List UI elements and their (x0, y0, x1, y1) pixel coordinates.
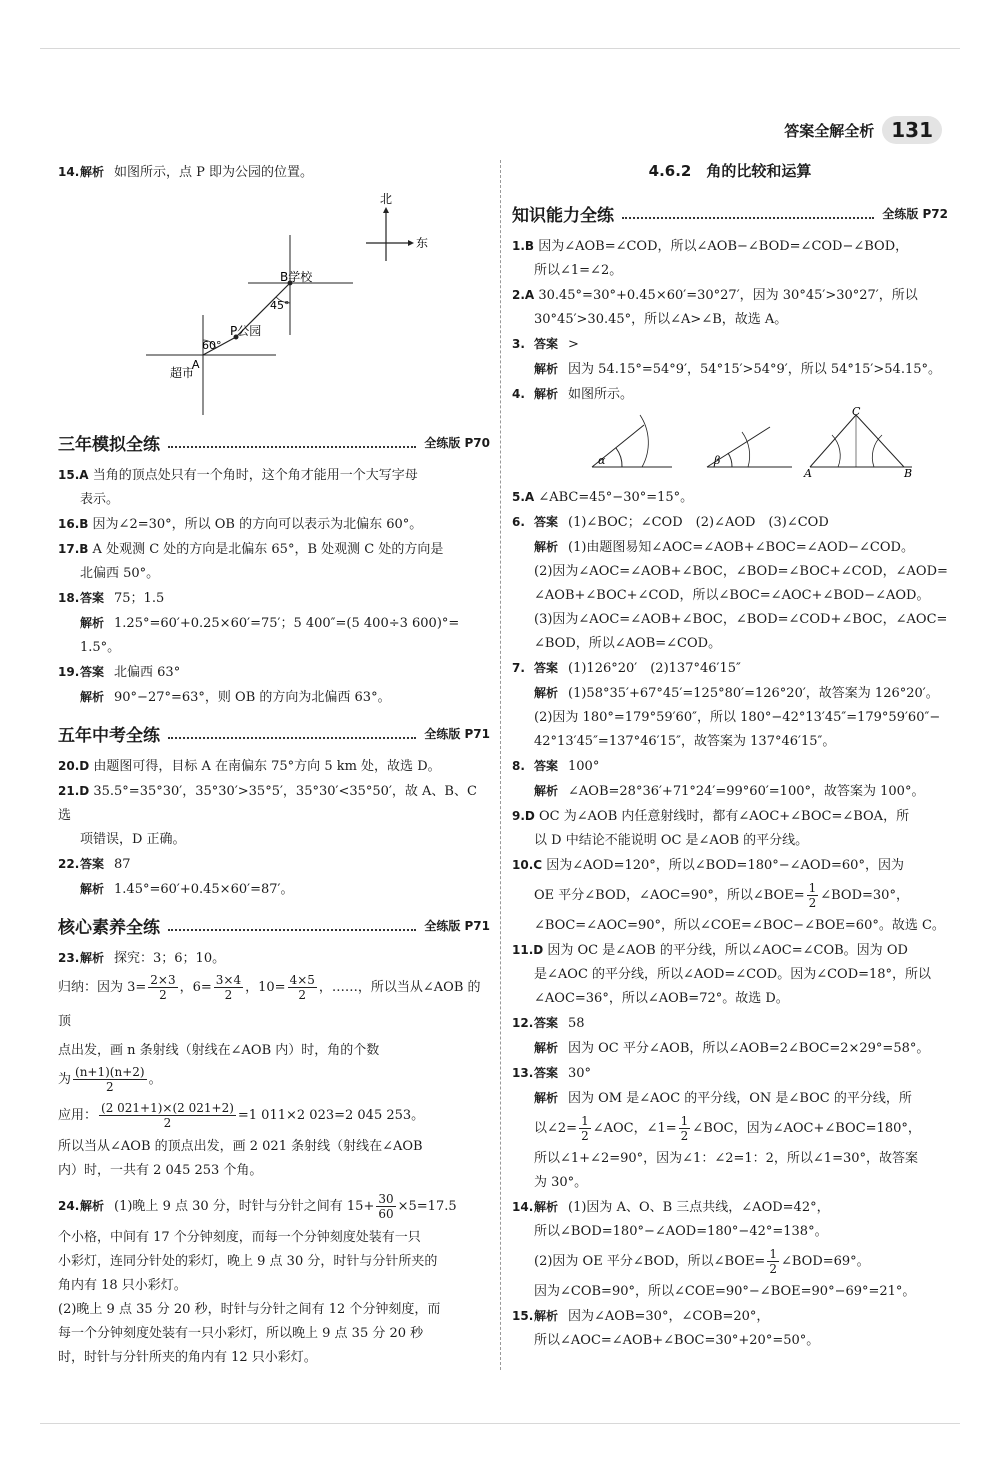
r-q10: 10.C 因为∠AOD=120°，所以∠BOD=180°−∠AOD=60°，因为 (512, 858, 904, 873)
q22: 22.答案 87 (58, 857, 131, 872)
beta-label: β (714, 454, 721, 467)
q21: 21.D 35.5°=35°30′，35°30′>35°5′，35°30′<35°50′，故 A、B、C 选 (58, 784, 477, 823)
section-five-year: 五年中考全练 全练版 P71 (58, 725, 490, 746)
school-label: B学校 (280, 270, 313, 284)
east-label: 东 (416, 236, 429, 250)
q14: 14.解析 如图所示，点 P 即为公园的位置。 (58, 165, 314, 180)
park-label: P公园 (230, 324, 262, 338)
r-q4: 4. 解析 如图所示。 (512, 387, 634, 402)
header-title: 答案全解全析 (784, 121, 875, 140)
bottom-rule (40, 1423, 960, 1424)
q18: 18.答案 75；1.5 (58, 591, 165, 606)
q23: 23.解析 探究：3；6；10。 (58, 951, 226, 966)
angle-construction-diagram (532, 407, 932, 477)
r-q3: 3. 答案 > (512, 337, 579, 352)
angle-45-label: 45° (270, 299, 290, 312)
r-q8: 8. 答案 100° (512, 759, 600, 774)
q17: 17.B A 处观测 C 处的方向是北偏东 65°，B 处观测 C 处的方向是 (58, 542, 444, 557)
section-heading: 4.6.2 角的比较和运算 (648, 162, 812, 180)
q24: 24.解析 (1)晚上 9 点 30 分，时针与分针之间有 15+ $\frac{30}{60}$ ×5=17.5 (58, 1192, 457, 1221)
page-number: 131 (882, 116, 942, 144)
r-q12: 12.答案 58 (512, 1016, 585, 1031)
point-a-label: A (192, 358, 200, 371)
market-label: 超市 (170, 366, 195, 380)
section-knowledge: 知识能力全练 全练版 P72 (512, 205, 948, 226)
angle-60-label: 60° (202, 339, 222, 352)
q20: 20.D 由题图可得，目标 A 在南偏东 75°方向 5 km 处，故选 D。 (58, 759, 441, 774)
left-column: 14.解析 如图所示，点 P 即为公园的位置。 北 东 B学校 P公园 A 超市 45° 60° 三年模拟全练 全练版 P70 15.A 当角的顶点处只有一个角时，这个角才能用一个大写字母 表示。 16.B 因为∠2=30°，所以 OB 的方向可以表示为北偏东 60°。 17.B A 处观测 C 处的方向是北偏东 65°，B 处观测 C 处的方向是 北偏西 50°。 18.答案 75；1.5 解析 1.25°=60′+0.25×60′=75′；5 400″=(5 400÷3 600)°= 1.5°。 19.答案 北偏西 63° 解析 90°−27°=63°，则 OB 的方向为北偏西 63°。 五年中考全练 全练版 P71 20.D 由题图可得，目标 A 在南偏东 75°方向 5 km 处，故选 D。 21.D 35.5°=35°30′，35°30′>35°5′，35°30′<35°50′，故 A、B、C 选 项错误，D 正确。 22.答案 87 解析 1.45°=60′+0.45×60′=87′。 核心素养全练 全练版 P71 23.解析 探究：3；6；10。 归纳：因为 3= $\frac{2\times 3}{2}$ ，6= $\frac{3\times 4}{2}$ ，10= $\frac{4\times 5}{2}$ ，……，所以当从∠AOB 的顶 点出发，画 n 条射线（射线在∠AOB 内）时，角的个数 为 $\frac{(n+1)(n+2)}{2}$ 。 应用： $\frac{(2 021+1)\times(2 021+2)}{2}$ =1 011×2 023=2 045 253。 所以当从∠AOB 的顶点出发，画 2 021 条射线（射线在∠AOB 内）时，一共有 2 045 253 个角。 24.解析 (1)晚上 9 点 30 分，时针与分针之间有 15+ $\frac{30}{60}$ ×5=17.5 个小格，中间有 17 个分钟刻度，而每一个分钟刻度处装有一只 小彩灯，连同分针处的彩灯，晚上 9 点 30 分，时针与分针所夹的 角内有 18 只小彩灯。 (2)晚上 9 点 35 分 20 秒，时针与分针之间有 12 个分钟刻度，而 每一个分钟刻度处装有一只小彩灯，所以晚上 9 点 35 分 20 秒 时，时针与分针所夹的角内有 12 只小彩灯。 (58, 160, 490, 1370)
park-location-diagram (138, 185, 438, 415)
r-q11: 11.D 因为 OC 是∠AOB 的平分线，所以∠AOC=∠COB。因为 OD (512, 943, 908, 958)
north-label: 北 (380, 192, 393, 206)
r-q6: 6. 答案 (1)∠BOC；∠COD (2)∠AOD (3)∠COD (512, 515, 829, 530)
column-divider (500, 160, 501, 1370)
r-q5: 5.A ∠ABC=45°−30°=15°。 (512, 490, 694, 505)
top-rule (40, 48, 960, 49)
r-q7: 7. 答案 (1)126°20′ (2)137°46′15″ (512, 661, 741, 676)
r-q9: 9.D OC 为∠AOB 内任意射线时，都有∠AOC+∠BOC=∠BOA，所 (512, 809, 910, 824)
point-b-label: B (904, 467, 913, 477)
r-q13: 13.答案 30° (512, 1066, 592, 1081)
right-column: 4.6.2 角的比较和运算 知识能力全练 全练版 P72 1.B 因为∠AOB=∠COD，所以∠AOB−∠BOD=∠COD−∠BOD， 所以∠1=∠2。 2.A 30.45°=30°+0.45×60′=30°27′，因为 30°45′>30°27′，所以 30°45′>30.45°，所以∠A>∠B，故选 A。 3. 答案 > 解析 因为 54.15°=54°9′，54°15′>54°9′，所以 54°15′>54.15°。 4. 解析 如图所示。 α β C A B 5.A ∠ABC=45°−30°=15°。 6. 答案 (1)∠BOC；∠COD (2)∠AOD (3)∠COD 解析 (1)由题图易知∠AOC=∠AOB+∠BOC=∠AOD−∠COD。 (2)因为∠AOC=∠AOB+∠BOC，∠BOD=∠BOC+∠COD，∠AOD= ∠AOB+∠BOC+∠COD，所以∠BOC=∠AOC+∠BOD−∠AOD。 (3)因为∠AOC=∠AOB+∠BOC，∠BOD=∠COD+∠BOC，∠AOC= ∠BOD，所以∠AOB=∠COD。 7. 答案 (1)126°20′ (2)137°46′15″ 解析 (1)58°35′+67°45′=125°80′=126°20′，故答案为 126°20′。 (2)因为 180°=179°59′60″，所以 180°−42°13′45″=179°59′60″− 42°13′45″=137°46′15″，故答案为 137°46′15″。 8. 答案 100° 解析 ∠AOB=28°36′+71°24′=99°60′=100°，故答案为 100°。 9.D OC 为∠AOB 内任意射线时，都有∠AOC+∠BOC=∠BOA，所 以 D 中结论不能说明 OC 是∠AOB 的平分线。 10.C 因为∠AOD=120°，所以∠BOD=180°−∠AOD=60°，因为 OE 平分∠BOD，∠AOC=90°，所以∠BOE= $\frac{1}{2}$ ∠BOD=30°， ∠BOC=∠AOC=90°，所以∠COE=∠BOC−∠BOE=60°。故选 C。 11.D 因为 OC 是∠AOB 的平分线，所以∠AOC=∠COB。因为 OD 是∠AOC 的平分线，所以∠AOD=∠COD。因为∠COD=18°，所以 ∠AOC=36°，所以∠AOB=72°。故选 D。 12.答案 58 解析 因为 OC 平分∠AOB，所以∠AOB=2∠BOC=2×29°=58°。 13.答案 30° 解析 因为 OM 是∠AOC 的平分线，ON 是∠BOC 的平分线，所 以∠2= $\frac{1}{2}$ ∠AOC，∠1= $\frac{1}{2}$ ∠BOC，因为∠AOC+∠BOC=180°， 所以∠1+∠2=90°，因为∠1：∠2=1：2，所以∠1=30°，故答案 为 30°。 14.解析 (1)因为 A、O、B 三点共线，∠AOD=42°， 所以∠BOD=180°−∠AOD=180°−42°=138°。 (2)因为 OE 平分∠BOD，所以∠BOE= $\frac{1}{2}$ ∠BOD=69°。 因为∠COB=90°，所以∠COE=90°−∠BOE=90°−69°=21°。 15.解析 因为∠AOB=30°，∠COB=20°， 所以∠AOC=∠AOB+∠BOC=30°+20°=50°。 (512, 162, 948, 1348)
q19: 19.答案 北偏西 63° (58, 665, 181, 680)
point-c-label: C (852, 407, 861, 418)
r-q15: 15.解析 因为∠AOB=30°，∠COB=20°， (512, 1309, 770, 1324)
section-three-year: 三年模拟全练 全练版 P70 (58, 434, 490, 455)
page-header (784, 116, 942, 144)
section-core-literacy: 核心素养全练 全练版 P71 (58, 917, 490, 938)
alpha-label: α (598, 454, 606, 467)
point-a-label-2: A (804, 467, 812, 477)
q16: 16.B 因为∠2=30°，所以 OB 的方向可以表示为北偏东 60°。 (58, 517, 423, 532)
r-q14: 14.解析 (1)因为 A、O、B 三点共线，∠AOD=42°， (512, 1200, 830, 1215)
q15: 15.A 当角的顶点处只有一个角时，这个角才能用一个大写字母 (58, 468, 418, 483)
r-q1: 1.B 因为∠AOB=∠COD，所以∠AOB−∠BOD=∠COD−∠BOD， (512, 239, 909, 254)
r-q2: 2.A 30.45°=30°+0.45×60′=30°27′，因为 30°45′>30°27′，所以 (512, 288, 918, 303)
